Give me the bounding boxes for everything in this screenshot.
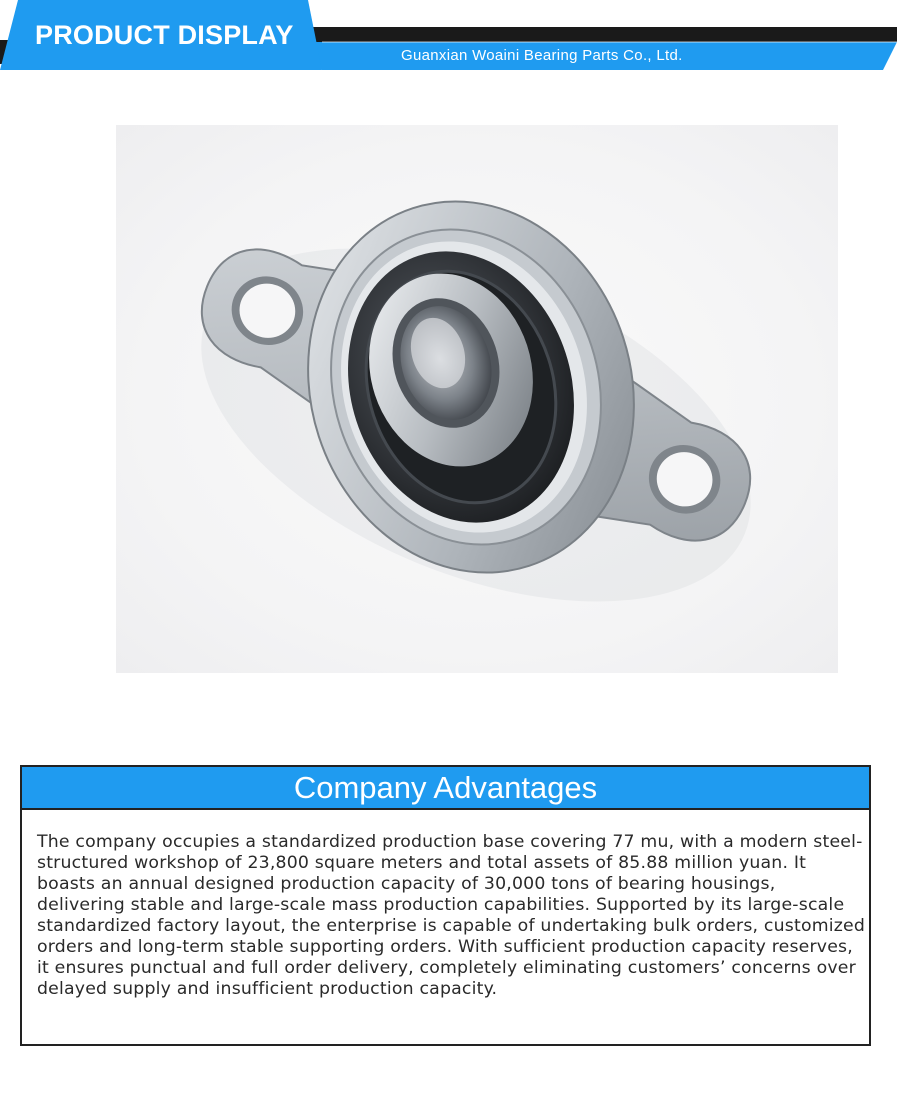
product-photo	[116, 125, 838, 673]
header-banner	[0, 0, 897, 75]
page-title: PRODUCT DISPLAY	[35, 20, 294, 50]
company-name: Guanxian Woaini Bearing Parts Co., Ltd.	[401, 47, 683, 64]
advantages-text: The company occupies a standardized production base covering 77 mu, with a modern steel-structured workshop of 23,800 square meters and total assets of 85.88 million yuan. It boasts an annual designed production capacity of 30,000 tons of bearing housings, delivering stable and large-scale mass production capabilities. Supported by its large-scale standardized factory layout, the enterprise is capable of undertaking bulk orders, customized orders and long-term stable supporting orders. With sufficient production capacity reserves, it ensures punctual and full order delivery, completely eliminating customers’ concerns over delayed supply and insufficient production capacity.	[37, 832, 866, 999]
pillow-block-flange-bearing-photo	[116, 125, 838, 673]
advantages-title: Company Advantages	[22, 767, 869, 810]
advantages-panel	[20, 765, 871, 1046]
